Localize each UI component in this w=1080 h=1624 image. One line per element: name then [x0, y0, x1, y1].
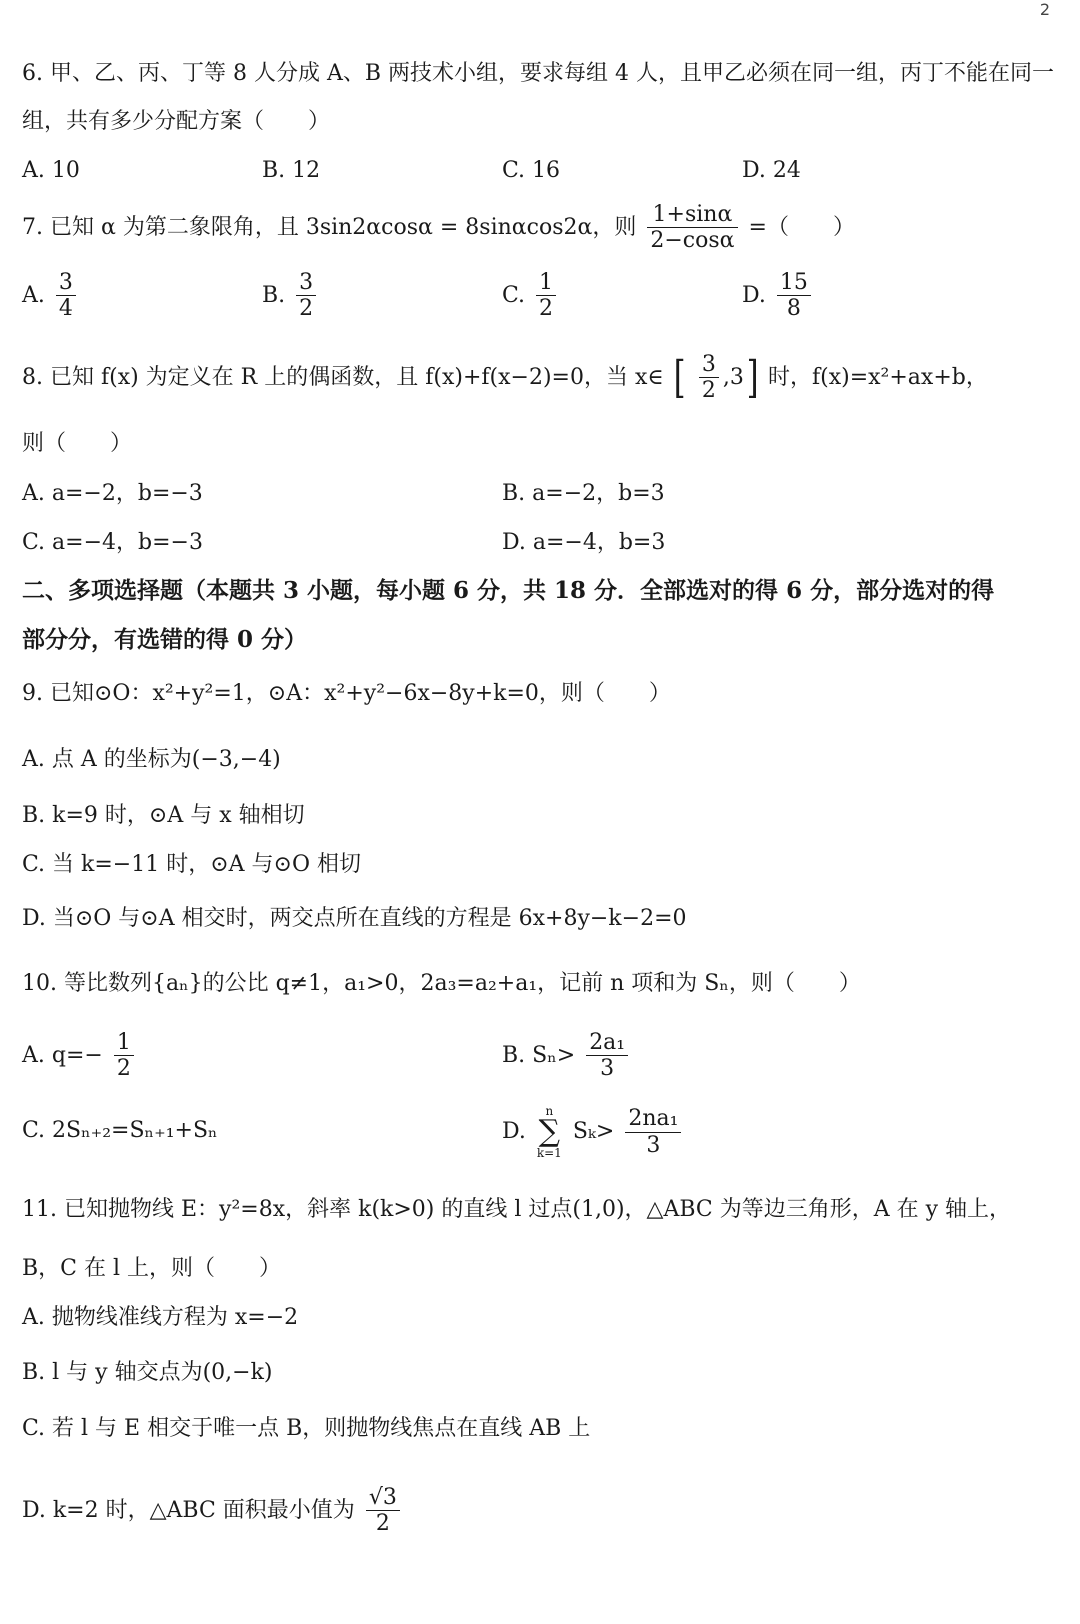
q7-stem — [22, 202, 855, 254]
q7-stem-text: 7. 已知 α 为第二象限角，且 3sin2αcosα = 8sinαcos2α，则 — [22, 214, 637, 240]
q9-option-d: D. 当⊙O 与⊙A 相交时，两交点所在直线的方程是 6x+8y−k−2=0 — [22, 906, 687, 931]
section-heading-line1: 二、多项选择题（本题共 3 小题，每小题 6 分，共 18 分．全部选对的得 6 分，部分选对的得 — [22, 577, 995, 604]
q8-stem-part-a: 8. 已知 f(x) 为定义在 R 上的偶函数，且 f(x)+f(x−2)=0，当 x∈ — [22, 364, 664, 390]
q9-stem: 9. 已知⊙O：x²+y²=1，⊙A：x²+y²−6x−8y+k=0，则（ ） — [22, 681, 671, 706]
q7-option-a-fraction — [56, 270, 76, 322]
q8-interval-numerator: 3 — [699, 352, 719, 378]
q7-option-a-numerator: 3 — [56, 270, 76, 296]
q10-option-d-denominator: 3 — [646, 1132, 661, 1158]
q7-option-d-fraction — [777, 270, 811, 322]
q10-option-b — [502, 1030, 632, 1082]
q10-option-a-denominator: 2 — [116, 1056, 131, 1082]
q8-stem — [22, 352, 988, 404]
q9-option-a: A. 点 A 的坐标为(−3,−4) — [22, 747, 281, 772]
q7-stem-end: =（ ） — [748, 214, 855, 240]
q10-option-a-text: A. q=− — [22, 1042, 103, 1068]
q7-option-a-denominator: 4 — [58, 296, 73, 322]
q7-option-d-denominator: 8 — [786, 296, 801, 322]
q7-option-c-fraction — [536, 270, 556, 322]
q6-stem-line2: 组，共有多少分配方案（ ） — [22, 109, 331, 134]
q10-option-b-numerator: 2a₁ — [586, 1030, 628, 1056]
q7-option-d-label: D. — [742, 282, 766, 308]
q6-stem-line1: 6. 甲、乙、丙、丁等 8 人分成 A、B 两技术小组，要求每组 4 人，且甲乙必须在同一组，丙丁不能在同一 — [22, 61, 1054, 86]
q7-option-c-denominator: 2 — [539, 296, 554, 322]
q11-stem-line2: B，C 在 l 上，则（ ） — [22, 1256, 282, 1281]
q9-option-b: B. k=9 时，⊙A 与 x 轴相切 — [22, 803, 305, 828]
q11-option-b: B. l 与 y 轴交点为(0,−k) — [22, 1360, 273, 1385]
q6-option-c: C. 16 — [502, 158, 561, 183]
q11-option-d-text: D. k=2 时，△ABC 面积最小值为 — [22, 1497, 355, 1523]
summation-symbol — [537, 1105, 562, 1159]
q7-fraction-numerator: 1+sinα — [647, 202, 737, 228]
q10-option-b-fraction — [586, 1030, 628, 1082]
q6-option-b: B. 12 — [262, 158, 321, 183]
q8-stem-line2: 则（ ） — [22, 431, 133, 456]
q7-option-c-label: C. — [502, 282, 526, 308]
q10-option-b-denominator: 3 — [600, 1056, 615, 1082]
q8-option-d: D. a=−4，b=3 — [502, 530, 666, 555]
q10-stem: 10. 等比数列{aₙ}的公比 q≠1，a₁>0，2a₃=a₂+a₁，记前 n 项和为 Sₙ，则（ ） — [22, 971, 861, 996]
q6-option-a: A. 10 — [22, 158, 80, 183]
q7-option-a — [22, 270, 80, 322]
q7-option-b-denominator: 2 — [299, 296, 314, 322]
q8-stem-part-b: 时，f(x)=x²+ax+b， — [768, 364, 988, 390]
section-heading-line2: 部分分，有选错的得 0 分） — [22, 626, 308, 653]
q7-fraction-denominator: 2−cosα — [650, 228, 735, 254]
q10-option-a-numerator: 1 — [114, 1030, 134, 1056]
q7-option-b-label: B. — [262, 282, 286, 308]
interval-left-bracket: [ — [673, 351, 686, 403]
q7-option-c — [502, 270, 560, 322]
q8-option-c: C. a=−4，b=−3 — [22, 530, 203, 555]
q11-option-d-denominator: 2 — [375, 1511, 390, 1537]
q10-option-d-numerator: 2na₁ — [625, 1106, 681, 1132]
q7-option-b-numerator: 3 — [296, 270, 316, 296]
q7-option-b — [262, 270, 320, 322]
q9-option-c: C. 当 k=−11 时，⊙A 与⊙O 相切 — [22, 852, 361, 877]
q6-option-d: D. 24 — [742, 158, 801, 183]
q10-option-d-text: Sₖ> — [572, 1119, 615, 1144]
summation-lower-limit: k=1 — [536, 1146, 562, 1160]
q7-fraction — [647, 202, 737, 254]
q10-option-c: C. 2Sₙ₊₂=Sₙ₊₁+Sₙ — [22, 1118, 218, 1143]
q10-option-d-fraction — [625, 1106, 681, 1158]
q10-option-d — [502, 1105, 685, 1159]
q8-option-b: B. a=−2，b=3 — [502, 481, 665, 506]
q8-interval-denominator: 2 — [701, 378, 716, 404]
summation-upper-limit: n — [545, 1104, 554, 1118]
q8-option-a: A. a=−2，b=−3 — [22, 481, 203, 506]
q7-option-b-fraction — [296, 270, 316, 322]
q8-interval-fraction — [699, 352, 719, 404]
q10-option-b-text: B. Sₙ> — [502, 1042, 576, 1068]
q11-stem-line1: 11. 已知抛物线 E：y²=8x，斜率 k(k>0) 的直线 l 过点(1,0)，△ABC 为等边三角形，A 在 y 轴上， — [22, 1197, 1012, 1222]
q7-option-a-label: A. — [22, 282, 45, 308]
q10-option-d-label: D. — [502, 1119, 526, 1144]
interval-right-bracket: ] — [746, 351, 759, 403]
sigma-icon: ∑ — [538, 1114, 561, 1149]
q11-option-a: A. 抛物线准线方程为 x=−2 — [22, 1305, 299, 1330]
q10-option-a — [22, 1030, 138, 1082]
q7-option-d-numerator: 15 — [777, 270, 811, 296]
q11-option-d-fraction — [366, 1485, 400, 1537]
q11-option-d-numerator: √3 — [366, 1485, 400, 1511]
q10-option-a-fraction — [114, 1030, 134, 1082]
q11-option-c: C. 若 l 与 E 相交于唯一点 B，则抛物线焦点在直线 AB 上 — [22, 1416, 591, 1441]
page-number: 2 — [1039, 0, 1050, 19]
q7-option-d — [742, 270, 815, 322]
q8-interval-end: ,3 — [722, 364, 744, 390]
q11-option-d — [22, 1485, 404, 1537]
q7-option-c-numerator: 1 — [536, 270, 556, 296]
